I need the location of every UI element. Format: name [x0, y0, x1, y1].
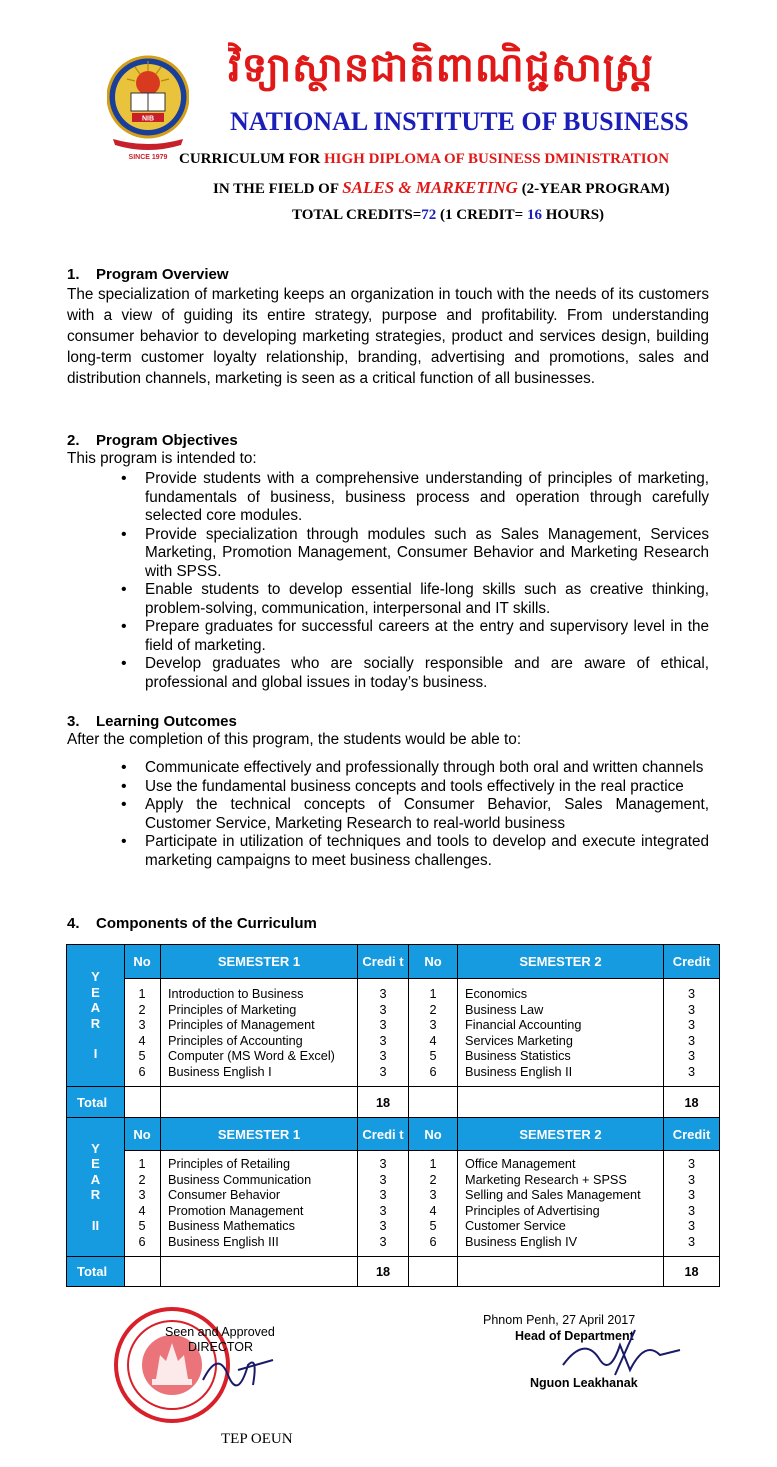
year-2-sem1-credits — [358, 1157, 408, 1250]
year-letter: A — [90, 1171, 101, 1187]
grid-line — [124, 978, 719, 979]
year-letter: Y — [91, 969, 100, 985]
course-no: 1 — [429, 1157, 437, 1171]
course-name: Business Statistics — [465, 1049, 571, 1063]
grid-line — [67, 1117, 719, 1118]
credits-line — [292, 207, 604, 224]
course-credit: 3 — [379, 1049, 387, 1063]
course-credit: 3 — [687, 1203, 696, 1218]
course-name: Business English I — [168, 1064, 272, 1079]
year-1-sem2-total: 18 — [684, 1096, 699, 1110]
course-credit: 3 — [687, 1234, 696, 1249]
course-credit: 3 — [379, 1064, 387, 1079]
objective-item: • Provide specialization through modules such as Sales Management, Services Marketing, Promotion Management, Consumer Behavior and Marketing Research with SPSS. — [121, 526, 709, 582]
course-credit: 3 — [687, 1033, 696, 1048]
section-2-title: Program Objectives — [96, 432, 238, 449]
course-credit: 3 — [687, 1002, 696, 1017]
col-credit-header: Credit — [664, 1118, 719, 1150]
field-suffix: (2-YEAR PROGRAM) — [517, 181, 670, 197]
credit-hours-value: 16 — [526, 207, 542, 223]
outcome-item: • Participate in utilization of techniques and tools to develop and execute integrated marketing campaigns to meet business challenges. — [121, 833, 709, 870]
course-name: Financial Accounting — [465, 1018, 582, 1032]
course-credit: 3 — [687, 987, 696, 1001]
grid-line — [408, 945, 409, 1286]
grid-line — [357, 945, 358, 1286]
grid-line — [160, 945, 161, 1286]
head-name: Nguon Leakhanak — [530, 1376, 638, 1390]
course-credit: 3 — [379, 1157, 387, 1171]
course-no: 6 — [429, 1234, 437, 1249]
grid-line — [124, 1150, 719, 1151]
course-name: Principles of Advertising — [465, 1203, 600, 1218]
section-1-number: 1. — [67, 266, 80, 283]
year-1-sem1-credits — [358, 987, 408, 1080]
objective-item: • Prepare graduates for successful careers at the entry and supervisory level in the field of marketing. — [121, 618, 709, 655]
course-name: Marketing Research + SPSS — [465, 1172, 627, 1187]
section-4-number: 4. — [67, 915, 80, 932]
course-name: Customer Service — [465, 1219, 566, 1233]
overview-paragraph: The specialization of marketing keeps an organization in touch with the needs of its customers with a view of guiding its entire strategy, purpose and profitability. From understanding consumer behavior to developing marketing strategies, product and services design, building long-term customer loyalty relationship, branding, advertising and promotions, sales and distribution channels, marketing is seen as a critical function of all businesses. — [67, 286, 709, 387]
course-no: 2 — [138, 1172, 146, 1187]
place-date: Phnom Penh, 27 April 2017 — [483, 1313, 636, 1327]
course-name: Principles of Retailing — [168, 1157, 290, 1171]
course-credit: 3 — [687, 1157, 696, 1171]
course-credit: 3 — [379, 1219, 387, 1233]
course-name: Computer (MS Word & Excel) — [168, 1049, 335, 1063]
year-letter: A — [90, 1000, 101, 1016]
course-credit: 3 — [379, 1018, 387, 1032]
diploma-name: HIGH DIPLOMA OF BUSINESS DMINISTRATION — [324, 151, 670, 167]
head-signature — [555, 1325, 685, 1380]
course-name: Economics — [465, 987, 528, 1001]
grid-line — [67, 1256, 719, 1257]
course-no: 3 — [429, 1018, 437, 1032]
logo-text-nib: NIB — [141, 115, 155, 123]
col-semester1-header: SEMESTER 1 — [161, 945, 357, 978]
section-3-title: Learning Outcomes — [96, 713, 237, 730]
col-semester1-header: SEMESTER 1 — [161, 1118, 357, 1150]
credit-def-label: (1 CREDIT= — [436, 207, 527, 223]
course-credit: 3 — [379, 1002, 387, 1017]
course-no: 1 — [138, 987, 146, 1001]
course-name: Business Mathematics — [168, 1219, 295, 1233]
course-name: Business English II — [465, 1064, 573, 1079]
col-no-header: No — [124, 945, 160, 978]
total-label: Total — [67, 1087, 124, 1117]
col-no-header: No — [124, 1118, 160, 1150]
course-no: 5 — [429, 1049, 437, 1063]
year-1-sem2-numbers — [409, 987, 457, 1080]
total-label: Total — [67, 1257, 124, 1286]
year-1-sem1-courses — [168, 987, 335, 1080]
total-credits-value: 72 — [421, 207, 437, 223]
course-name: Introduction to Business — [168, 987, 304, 1001]
course-name: Business Communication — [168, 1172, 312, 1187]
section-1-heading — [67, 266, 229, 283]
course-credit: 3 — [687, 1018, 696, 1032]
course-name: Business Law — [465, 1002, 544, 1017]
col-semester2-header: SEMESTER 2 — [458, 1118, 663, 1150]
course-no: 2 — [138, 1002, 146, 1017]
course-no: 4 — [429, 1033, 437, 1048]
course-no: 2 — [429, 1002, 437, 1017]
col-no-header: No — [409, 945, 457, 978]
course-name: Business English IV — [465, 1234, 578, 1249]
year-2-sem2-credits — [664, 1157, 719, 1250]
course-no: 3 — [138, 1188, 146, 1202]
outcomes-list — [121, 759, 709, 870]
section-3-number: 3. — [67, 713, 80, 730]
objectives-intro: This program is intended to: — [67, 450, 257, 467]
logo-text-since: SINCE 1979 — [128, 154, 168, 161]
objective-item: • Develop graduates who are socially responsible and are aware of ethical, professional and global issues in today’s business. — [121, 655, 709, 692]
course-no: 2 — [429, 1172, 437, 1187]
section-2-number: 2. — [67, 432, 80, 449]
year-2-sem1-total: 18 — [375, 1265, 391, 1279]
section-3-heading — [67, 713, 237, 730]
course-name: Selling and Sales Management — [465, 1188, 641, 1202]
course-credit: 3 — [379, 1234, 387, 1249]
course-no: 1 — [429, 987, 437, 1001]
course-no: 6 — [138, 1064, 146, 1079]
section-4-title: Components of the Curriculum — [96, 915, 317, 932]
field-name: SALES & MARKETING — [342, 178, 518, 197]
course-no: 4 — [138, 1033, 146, 1048]
section-1-title: Program Overview — [96, 266, 229, 283]
grid-line — [663, 945, 664, 1286]
year-1-sem1-total: 18 — [375, 1096, 391, 1110]
seen-approved-text: Seen and Approved — [165, 1325, 275, 1339]
course-name: Consumer Behavior — [168, 1188, 281, 1202]
director-name: TEP OEUN — [221, 1431, 293, 1447]
field-prefix: IN THE FIELD OF — [213, 181, 343, 197]
year-2-sem1-numbers — [124, 1157, 160, 1250]
course-credit: 3 — [379, 1033, 387, 1048]
course-name: Business English III — [168, 1234, 279, 1249]
year-2-sem1-courses — [168, 1157, 311, 1250]
outcomes-intro: After the completion of this program, the students would be able to: — [67, 731, 522, 748]
objectives-list — [121, 470, 709, 692]
course-name: Principles of Marketing — [168, 1002, 297, 1017]
outcome-item: • Communicate effectively and professionally through both oral and written channels — [121, 759, 709, 778]
credits-label: TOTAL CREDITS= — [292, 207, 422, 223]
outcome-item: • Use the fundamental business concepts and tools effectively in the real practice — [121, 778, 709, 797]
year-letter: E — [91, 1156, 100, 1172]
year-2-sem2-numbers — [409, 1157, 457, 1250]
course-no: 4 — [429, 1203, 437, 1218]
curriculum-prefix: CURRICULUM FOR — [179, 151, 324, 167]
grid-line — [124, 945, 125, 1286]
course-credit: 3 — [687, 1172, 696, 1187]
year-2-sem2-courses — [465, 1157, 641, 1250]
khmer-title: វិទ្យាស្ថានជាតិពាណិជ្ជសាស្ត្រ — [228, 44, 654, 91]
director-label: DIRECTOR — [188, 1340, 254, 1354]
course-name: Promotion Management — [168, 1203, 304, 1218]
english-title: NATIONAL INSTITUTE OF BUSINESS — [230, 107, 689, 136]
course-credit: 3 — [379, 1172, 387, 1187]
course-credit: 3 — [379, 1203, 387, 1218]
director-signature — [198, 1345, 278, 1395]
col-credit-header: Credi t — [358, 1118, 408, 1150]
objective-item: • Provide students with a comprehensive understanding of principles of marketing, fundamentals of business, business process and operation through carefully selected core modules. — [121, 470, 709, 526]
course-no: 6 — [138, 1234, 146, 1249]
col-no-header: No — [409, 1118, 457, 1150]
head-of-department-title: Head of Department — [515, 1329, 634, 1343]
nib-logo — [107, 45, 189, 163]
col-credit-header: Credi t — [358, 945, 408, 978]
year-letter: Y — [91, 1140, 100, 1156]
section-2-heading — [67, 432, 238, 449]
year-1-sem1-numbers — [124, 987, 160, 1080]
course-credit: 3 — [687, 1219, 696, 1233]
year-letter: R — [90, 1015, 101, 1031]
col-semester2-header: SEMESTER 2 — [458, 945, 663, 978]
course-no: 5 — [429, 1219, 437, 1233]
course-no: 3 — [429, 1188, 437, 1202]
course-name: Office Management — [465, 1157, 576, 1171]
course-credit: 3 — [379, 987, 387, 1001]
course-credit: 3 — [687, 1064, 696, 1079]
course-no: 6 — [429, 1064, 437, 1079]
grid-line — [457, 945, 458, 1286]
course-credit: 3 — [687, 1188, 696, 1202]
course-name: Principles of Management — [168, 1018, 315, 1032]
course-name: Principles of Accounting — [168, 1033, 303, 1048]
course-credit: 3 — [379, 1188, 387, 1202]
course-name: Services Marketing — [465, 1033, 573, 1048]
year-1-sem2-credits — [664, 987, 719, 1080]
field-line — [213, 178, 670, 198]
year-2-label — [67, 1118, 124, 1256]
year-letter: E — [91, 984, 100, 1000]
outcome-item: • Apply the technical concepts of Consumer Behavior, Sales Management, Customer Service, Marketing Research to real-world business — [121, 796, 709, 833]
course-no: 5 — [138, 1219, 146, 1233]
curriculum-table — [66, 944, 720, 1287]
course-no: 5 — [138, 1049, 146, 1063]
course-no: 4 — [138, 1203, 146, 1218]
curriculum-line — [179, 151, 669, 168]
year-number: II — [91, 1217, 100, 1233]
course-no: 1 — [138, 1157, 146, 1171]
year-1-sem2-courses — [465, 987, 581, 1080]
hours-label: HOURS) — [541, 207, 605, 223]
col-credit-header: Credit — [664, 945, 719, 978]
year-1-label — [67, 945, 124, 1086]
objective-item: • Enable students to develop essential life-long skills such as creative thinking, problem-solving, communication, interpersonal and IT skills. — [121, 581, 709, 618]
year-2-sem2-total: 18 — [684, 1265, 699, 1279]
section-4-heading — [67, 915, 317, 932]
grid-line — [67, 1086, 719, 1087]
course-no: 3 — [138, 1018, 146, 1032]
year-number: I — [93, 1046, 98, 1062]
year-letter: R — [90, 1187, 101, 1203]
course-credit: 3 — [687, 1049, 696, 1063]
